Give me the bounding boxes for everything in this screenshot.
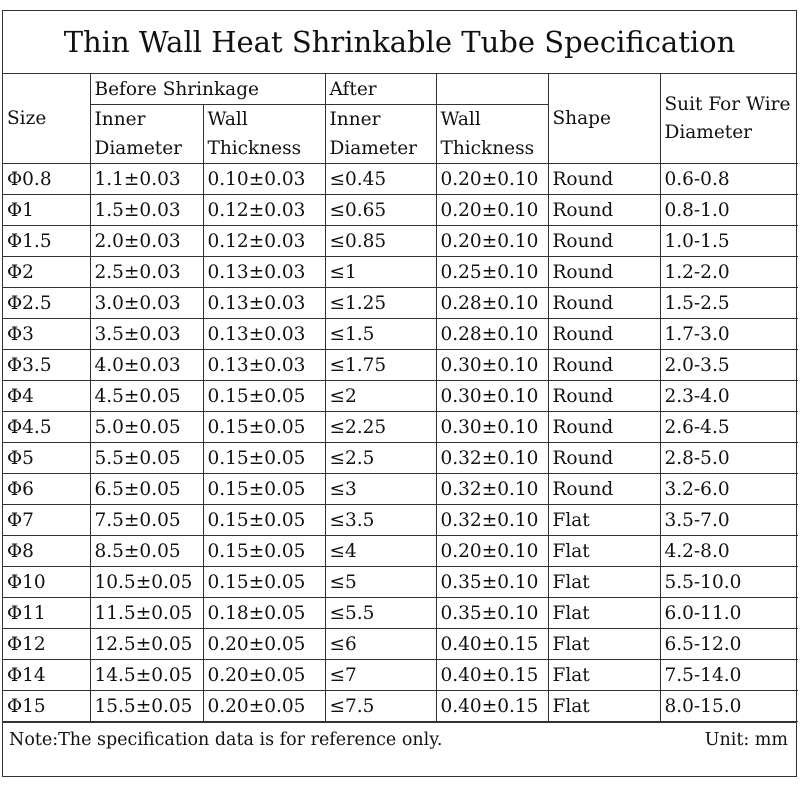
cell-size: Φ3 <box>3 319 90 350</box>
cell-after-wall-thickness: 0.20±0.10 <box>436 164 548 195</box>
cell-suit-wire-diameter: 6.0-11.0 <box>660 598 798 629</box>
table-row <box>3 257 798 288</box>
header-before-wall-thickness: Wall Thickness <box>203 105 325 164</box>
cell-size: Φ2.5 <box>3 288 90 319</box>
cell-after-wall-thickness: 0.40±0.15 <box>436 660 548 691</box>
table-row <box>3 691 798 722</box>
cell-after-inner-diameter: ≤2.25 <box>325 412 436 443</box>
cell-suit-wire-diameter: 0.8-1.0 <box>660 195 798 226</box>
header-after-blank <box>436 74 548 105</box>
header-suit-wire-diameter: Suit For Wire Diameter <box>660 74 798 164</box>
cell-size: Φ14 <box>3 660 90 691</box>
cell-after-wall-thickness: 0.40±0.15 <box>436 629 548 660</box>
cell-after-wall-thickness: 0.20±0.10 <box>436 195 548 226</box>
cell-size: Φ6 <box>3 474 90 505</box>
spec-sheet <box>2 10 797 777</box>
cell-after-inner-diameter: ≤7.5 <box>325 691 436 722</box>
note-text: Note:The specification data is for reference only. <box>9 730 443 750</box>
cell-before-wall-thickness: 0.13±0.03 <box>203 257 325 288</box>
cell-shape: Round <box>548 288 660 319</box>
cell-before-wall-thickness: 0.20±0.05 <box>203 660 325 691</box>
cell-shape: Flat <box>548 629 660 660</box>
cell-after-wall-thickness: 0.30±0.10 <box>436 381 548 412</box>
spec-table <box>3 74 798 722</box>
header-before-shrinkage: Before Shrinkage <box>90 74 325 105</box>
cell-shape: Round <box>548 412 660 443</box>
cell-shape: Round <box>548 164 660 195</box>
cell-after-wall-thickness: 0.20±0.10 <box>436 226 548 257</box>
footer-note-row <box>3 722 796 757</box>
cell-shape: Round <box>548 195 660 226</box>
cell-shape: Round <box>548 257 660 288</box>
cell-before-wall-thickness: 0.10±0.03 <box>203 164 325 195</box>
cell-size: Φ4 <box>3 381 90 412</box>
cell-before-wall-thickness: 0.15±0.05 <box>203 412 325 443</box>
cell-shape: Flat <box>548 598 660 629</box>
cell-before-inner-diameter: 14.5±0.05 <box>90 660 203 691</box>
header-after-inner-diameter: Inner Diameter <box>325 105 436 164</box>
cell-after-wall-thickness: 0.28±0.10 <box>436 288 548 319</box>
cell-before-inner-diameter: 6.5±0.05 <box>90 474 203 505</box>
table-row <box>3 629 798 660</box>
cell-before-wall-thickness: 0.15±0.05 <box>203 474 325 505</box>
table-row <box>3 412 798 443</box>
cell-suit-wire-diameter: 6.5-12.0 <box>660 629 798 660</box>
cell-shape: Flat <box>548 660 660 691</box>
cell-after-inner-diameter: ≤3 <box>325 474 436 505</box>
cell-before-inner-diameter: 3.5±0.03 <box>90 319 203 350</box>
table-row <box>3 536 798 567</box>
table-row <box>3 226 798 257</box>
cell-after-inner-diameter: ≤0.85 <box>325 226 436 257</box>
table-row <box>3 660 798 691</box>
table-row <box>3 350 798 381</box>
cell-shape: Round <box>548 319 660 350</box>
cell-before-inner-diameter: 11.5±0.05 <box>90 598 203 629</box>
cell-suit-wire-diameter: 3.5-7.0 <box>660 505 798 536</box>
cell-before-wall-thickness: 0.18±0.05 <box>203 598 325 629</box>
cell-size: Φ1.5 <box>3 226 90 257</box>
cell-after-inner-diameter: ≤5 <box>325 567 436 598</box>
table-row <box>3 319 798 350</box>
cell-suit-wire-diameter: 2.8-5.0 <box>660 443 798 474</box>
cell-after-wall-thickness: 0.30±0.10 <box>436 350 548 381</box>
cell-suit-wire-diameter: 2.3-4.0 <box>660 381 798 412</box>
page-title: Thin Wall Heat Shrinkable Tube Specification <box>3 11 796 74</box>
cell-after-inner-diameter: ≤2 <box>325 381 436 412</box>
cell-size: Φ12 <box>3 629 90 660</box>
cell-size: Φ11 <box>3 598 90 629</box>
cell-size: Φ10 <box>3 567 90 598</box>
header-shape: Shape <box>548 74 660 164</box>
cell-size: Φ1 <box>3 195 90 226</box>
cell-size: Φ7 <box>3 505 90 536</box>
cell-after-inner-diameter: ≤5.5 <box>325 598 436 629</box>
cell-before-inner-diameter: 1.1±0.03 <box>90 164 203 195</box>
table-row <box>3 567 798 598</box>
header-after-wall-thickness: Wall Thickness <box>436 105 548 164</box>
cell-suit-wire-diameter: 1.7-3.0 <box>660 319 798 350</box>
cell-size: Φ5 <box>3 443 90 474</box>
cell-shape: Flat <box>548 505 660 536</box>
header-after: After <box>325 74 436 105</box>
cell-before-wall-thickness: 0.20±0.05 <box>203 691 325 722</box>
cell-suit-wire-diameter: 0.6-0.8 <box>660 164 798 195</box>
cell-after-inner-diameter: ≤2.5 <box>325 443 436 474</box>
cell-after-inner-diameter: ≤3.5 <box>325 505 436 536</box>
cell-size: Φ15 <box>3 691 90 722</box>
cell-before-inner-diameter: 15.5±0.05 <box>90 691 203 722</box>
cell-before-wall-thickness: 0.13±0.03 <box>203 319 325 350</box>
table-row <box>3 598 798 629</box>
cell-after-inner-diameter: ≤1 <box>325 257 436 288</box>
cell-before-inner-diameter: 7.5±0.05 <box>90 505 203 536</box>
cell-size: Φ0.8 <box>3 164 90 195</box>
cell-after-inner-diameter: ≤1.5 <box>325 319 436 350</box>
table-row <box>3 164 798 195</box>
cell-before-wall-thickness: 0.20±0.05 <box>203 629 325 660</box>
cell-suit-wire-diameter: 7.5-14.0 <box>660 660 798 691</box>
cell-after-wall-thickness: 0.30±0.10 <box>436 412 548 443</box>
cell-suit-wire-diameter: 1.2-2.0 <box>660 257 798 288</box>
cell-size: Φ3.5 <box>3 350 90 381</box>
cell-after-wall-thickness: 0.32±0.10 <box>436 443 548 474</box>
cell-before-wall-thickness: 0.15±0.05 <box>203 536 325 567</box>
cell-before-inner-diameter: 5.5±0.05 <box>90 443 203 474</box>
cell-after-wall-thickness: 0.35±0.10 <box>436 598 548 629</box>
cell-before-wall-thickness: 0.12±0.03 <box>203 195 325 226</box>
cell-size: Φ2 <box>3 257 90 288</box>
cell-shape: Round <box>548 350 660 381</box>
table-row <box>3 381 798 412</box>
cell-before-inner-diameter: 2.0±0.03 <box>90 226 203 257</box>
cell-after-wall-thickness: 0.25±0.10 <box>436 257 548 288</box>
cell-size: Φ4.5 <box>3 412 90 443</box>
cell-suit-wire-diameter: 1.0-1.5 <box>660 226 798 257</box>
cell-after-wall-thickness: 0.32±0.10 <box>436 474 548 505</box>
cell-after-inner-diameter: ≤0.65 <box>325 195 436 226</box>
cell-before-inner-diameter: 10.5±0.05 <box>90 567 203 598</box>
cell-shape: Flat <box>548 536 660 567</box>
cell-before-wall-thickness: 0.15±0.05 <box>203 381 325 412</box>
cell-suit-wire-diameter: 3.2-6.0 <box>660 474 798 505</box>
cell-before-wall-thickness: 0.15±0.05 <box>203 443 325 474</box>
cell-before-inner-diameter: 1.5±0.03 <box>90 195 203 226</box>
cell-before-inner-diameter: 5.0±0.05 <box>90 412 203 443</box>
cell-before-wall-thickness: 0.15±0.05 <box>203 505 325 536</box>
cell-after-inner-diameter: ≤7 <box>325 660 436 691</box>
header-before-inner-diameter: Inner Diameter <box>90 105 203 164</box>
cell-after-wall-thickness: 0.35±0.10 <box>436 567 548 598</box>
cell-before-inner-diameter: 4.5±0.05 <box>90 381 203 412</box>
cell-suit-wire-diameter: 8.0-15.0 <box>660 691 798 722</box>
cell-after-inner-diameter: ≤4 <box>325 536 436 567</box>
table-row <box>3 288 798 319</box>
cell-after-wall-thickness: 0.40±0.15 <box>436 691 548 722</box>
cell-suit-wire-diameter: 1.5-2.5 <box>660 288 798 319</box>
cell-suit-wire-diameter: 2.0-3.5 <box>660 350 798 381</box>
cell-shape: Round <box>548 474 660 505</box>
cell-after-inner-diameter: ≤6 <box>325 629 436 660</box>
cell-shape: Flat <box>548 691 660 722</box>
cell-before-inner-diameter: 8.5±0.05 <box>90 536 203 567</box>
cell-size: Φ8 <box>3 536 90 567</box>
table-row <box>3 505 798 536</box>
cell-suit-wire-diameter: 4.2-8.0 <box>660 536 798 567</box>
cell-shape: Round <box>548 381 660 412</box>
table-row <box>3 195 798 226</box>
cell-after-wall-thickness: 0.28±0.10 <box>436 319 548 350</box>
cell-before-wall-thickness: 0.13±0.03 <box>203 288 325 319</box>
cell-suit-wire-diameter: 2.6-4.5 <box>660 412 798 443</box>
unit-label: Unit: mm <box>704 730 788 750</box>
cell-shape: Flat <box>548 567 660 598</box>
cell-before-inner-diameter: 2.5±0.03 <box>90 257 203 288</box>
cell-after-inner-diameter: ≤0.45 <box>325 164 436 195</box>
cell-before-wall-thickness: 0.15±0.05 <box>203 567 325 598</box>
cell-after-inner-diameter: ≤1.75 <box>325 350 436 381</box>
cell-after-wall-thickness: 0.32±0.10 <box>436 505 548 536</box>
cell-before-wall-thickness: 0.12±0.03 <box>203 226 325 257</box>
cell-suit-wire-diameter: 5.5-10.0 <box>660 567 798 598</box>
cell-before-inner-diameter: 4.0±0.03 <box>90 350 203 381</box>
table-row <box>3 474 798 505</box>
cell-before-inner-diameter: 3.0±0.03 <box>90 288 203 319</box>
cell-after-inner-diameter: ≤1.25 <box>325 288 436 319</box>
cell-shape: Round <box>548 443 660 474</box>
cell-after-wall-thickness: 0.20±0.10 <box>436 536 548 567</box>
table-row <box>3 443 798 474</box>
cell-shape: Round <box>548 226 660 257</box>
cell-before-wall-thickness: 0.13±0.03 <box>203 350 325 381</box>
header-size: Size <box>3 74 90 164</box>
cell-before-inner-diameter: 12.5±0.05 <box>90 629 203 660</box>
